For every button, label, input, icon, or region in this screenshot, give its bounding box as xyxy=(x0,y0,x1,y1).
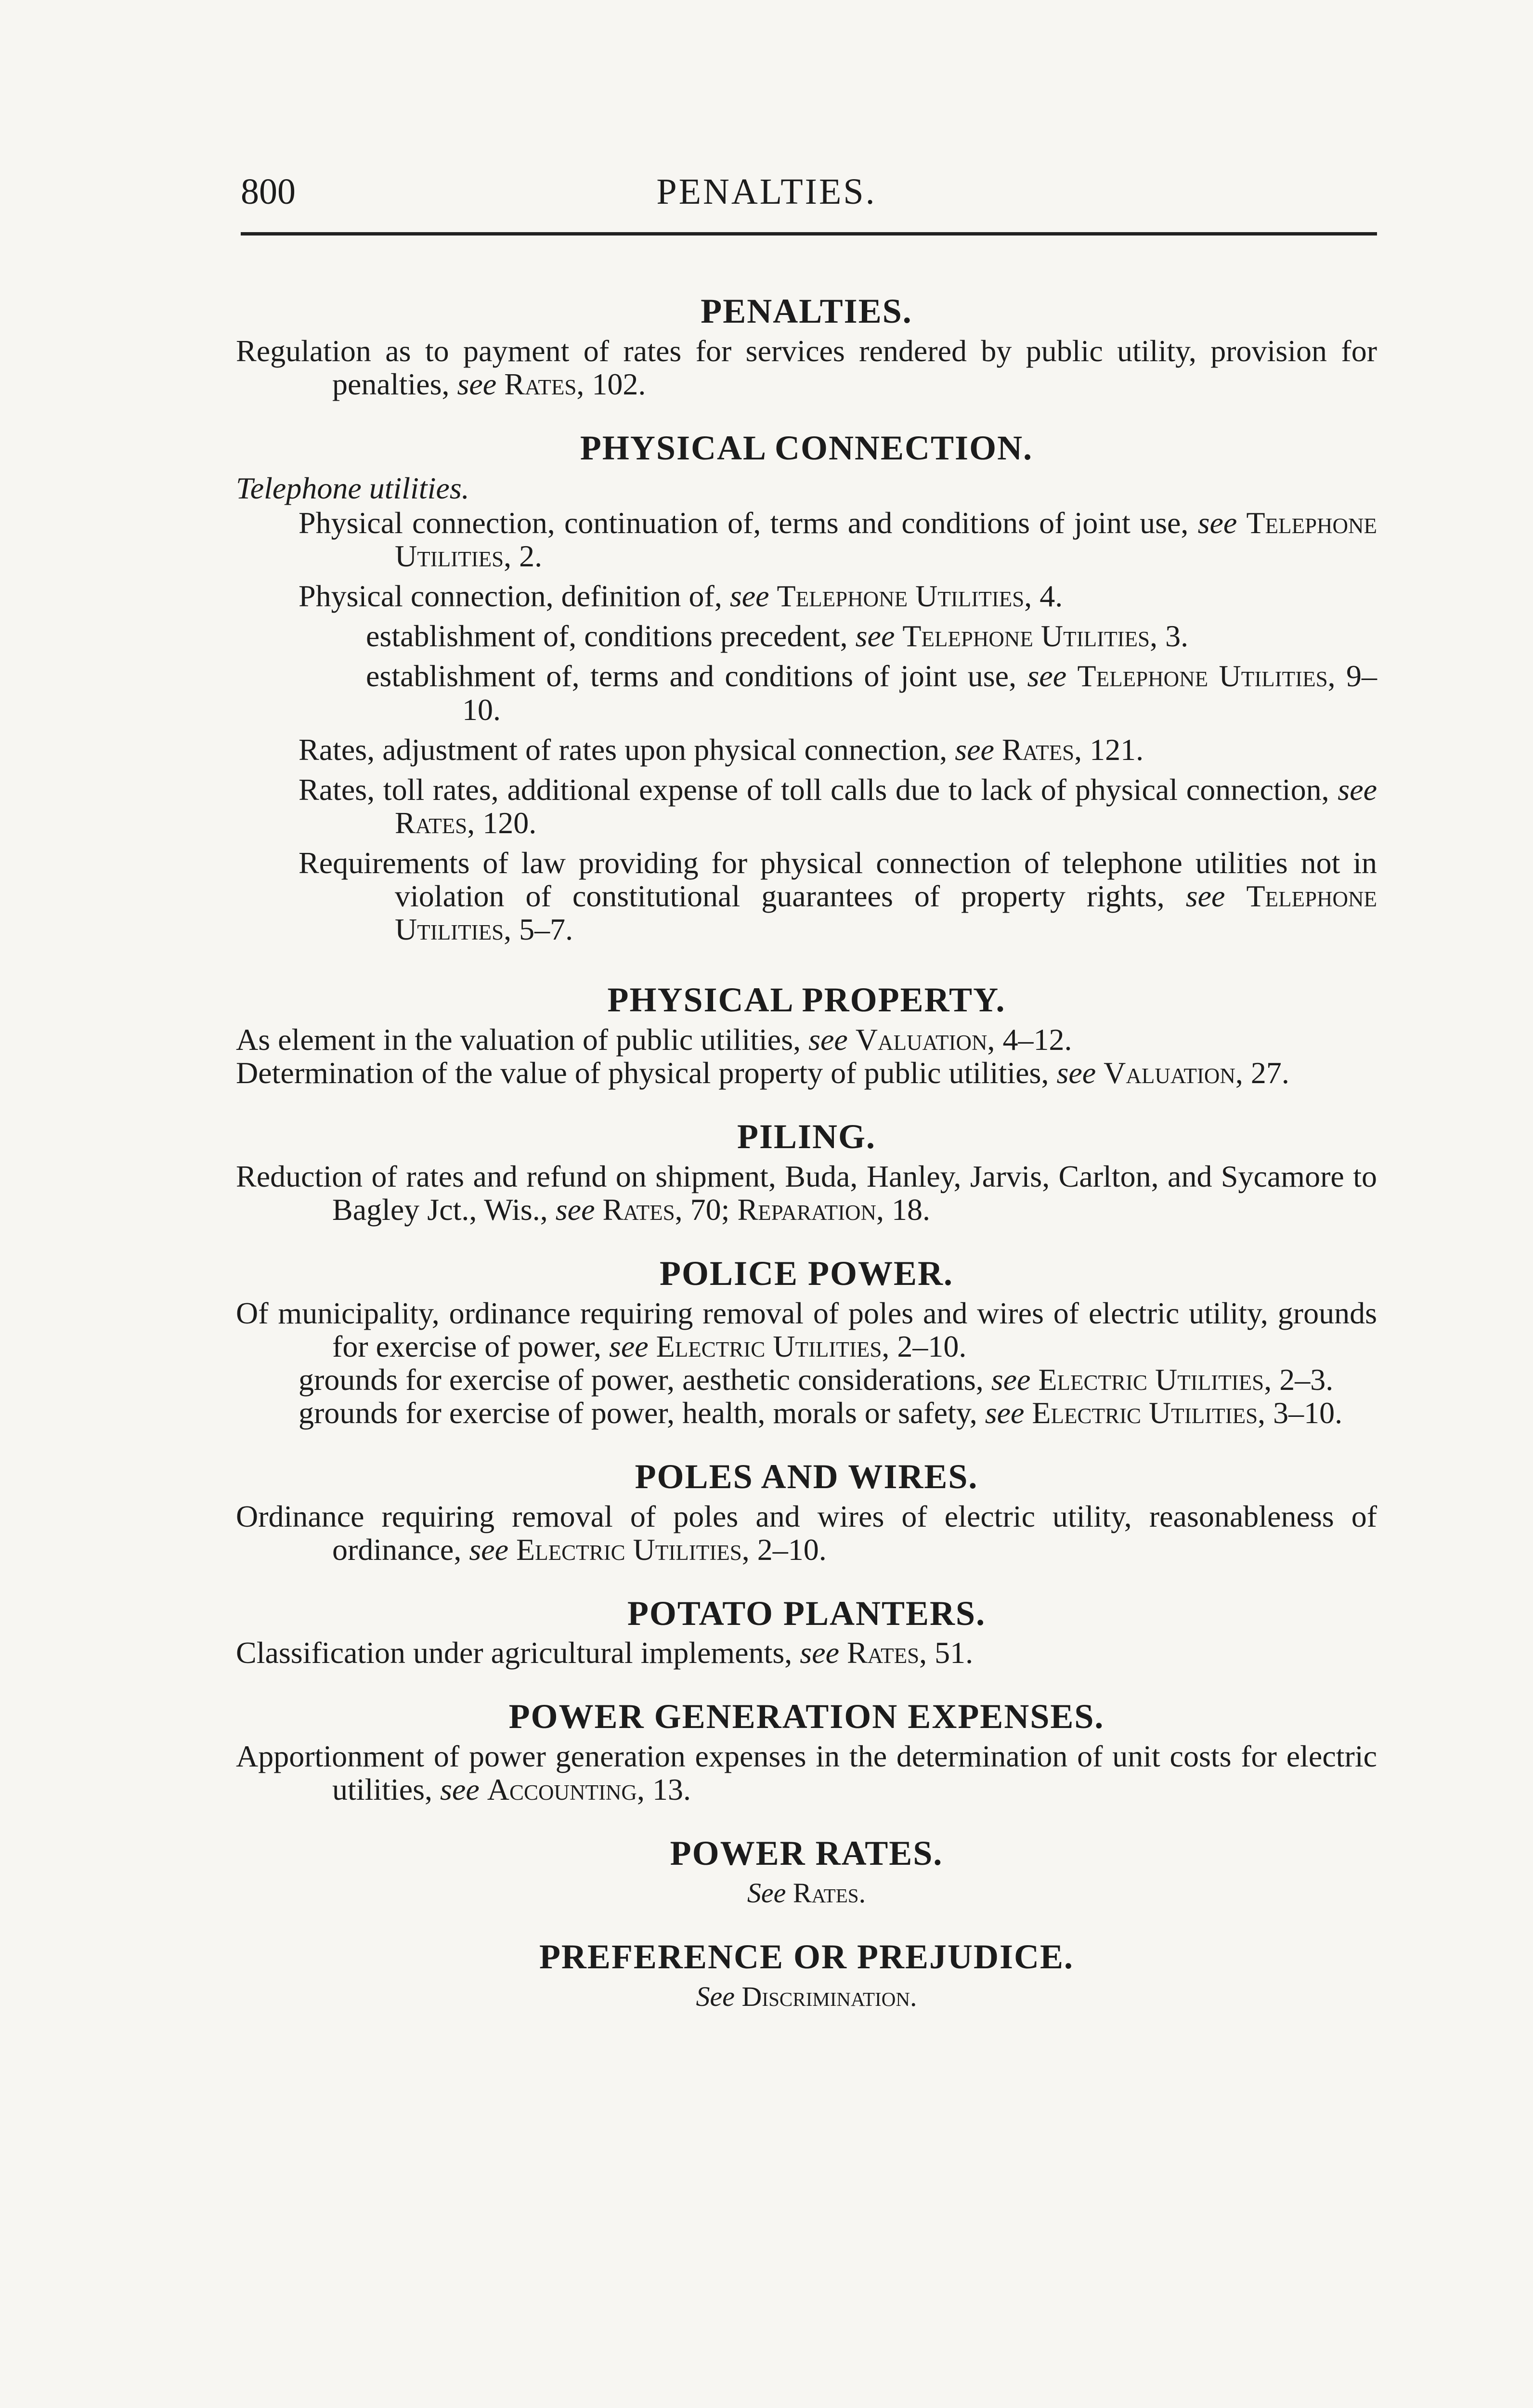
cross-reference: Telephone Utilities xyxy=(777,579,1025,614)
reference-number: , 70; xyxy=(675,1192,730,1227)
entry-text: Rates, adjustment of rates upon physical connection, xyxy=(299,732,948,767)
see-reference xyxy=(236,1876,1377,1910)
section-heading: PREFERENCE OR PREJUDICE. xyxy=(539,1937,1074,1976)
section-heading: POWER RATES. xyxy=(670,1834,943,1873)
reference-number: , 3–10. xyxy=(1258,1395,1343,1430)
entry-text: establishment of, terms and conditions of joint use, xyxy=(366,659,1017,694)
index-entry xyxy=(236,1296,1377,1363)
entry-text: Regulation as to payment of rates for services rendered by public utility, provision for penalties, xyxy=(236,333,1377,401)
index-content xyxy=(236,289,1377,2014)
see-word: see xyxy=(469,1532,509,1567)
index-entry xyxy=(236,1023,1377,1056)
cross-reference: Rates xyxy=(602,1192,675,1227)
reference-number: . xyxy=(858,1877,866,1909)
cross-reference: Electric Utilities xyxy=(516,1532,742,1567)
section-subheading: Telephone utilities. xyxy=(236,471,469,506)
entry-text: Rates, toll rates, additional expense of toll calls due to lack of physical connection, xyxy=(299,772,1329,807)
index-entry xyxy=(236,659,1377,726)
see-word: see xyxy=(955,732,994,767)
index-entry xyxy=(236,619,1377,653)
entry-text: Reduction of rates and refund on shipment, Buda, Hanley, Jarvis, Carlton, and Sycamore to Bagley Jct., Wis., xyxy=(236,1159,1377,1227)
section-heading: POLICE POWER. xyxy=(659,1254,954,1293)
see-word: see xyxy=(800,1636,839,1670)
header-rule xyxy=(241,232,1377,236)
reference-number: , 2–10. xyxy=(882,1329,967,1363)
cross-reference: Telephone Utilities xyxy=(1077,659,1328,694)
entry-text: grounds for exercise of power, aesthetic considerations, xyxy=(299,1362,984,1397)
entry-text: Classification under agricultural implements, xyxy=(236,1636,792,1670)
see-word: See xyxy=(696,1981,735,2013)
see-word: See xyxy=(747,1877,786,1909)
see-word: see xyxy=(985,1395,1025,1430)
section-heading: POWER GENERATION EXPENSES. xyxy=(508,1697,1104,1736)
page-number: 800 xyxy=(241,171,296,212)
reference-number: . xyxy=(909,1981,917,2013)
index-entry xyxy=(236,1500,1377,1566)
index-entry xyxy=(236,846,1377,946)
index-entry xyxy=(236,1396,1377,1429)
section-heading: POLES AND WIRES. xyxy=(635,1457,978,1496)
see-word: see xyxy=(440,1772,480,1807)
section-heading: PILING. xyxy=(737,1117,876,1156)
index-entry xyxy=(236,334,1377,401)
entry-text: Physical connection, definition of, xyxy=(299,579,722,614)
reference-number: , 102. xyxy=(576,366,646,401)
reference-number: , 4. xyxy=(1024,579,1063,614)
cross-reference: Electric Utilities xyxy=(1032,1395,1258,1430)
cross-reference: Electric Utilities xyxy=(1038,1362,1264,1397)
entry-text: Ordinance requiring removal of poles and wires of electric utility, reasonableness of ordinance, xyxy=(236,1499,1377,1567)
see-word: see xyxy=(1197,506,1237,540)
reference-number: , 4–12. xyxy=(987,1022,1072,1057)
entry-text: Requirements of law providing for physical connection of telephone utilities not in violation of constitutional guarantees of property rights, xyxy=(299,845,1377,914)
section-heading: PHYSICAL PROPERTY. xyxy=(607,981,1006,1020)
section-heading: PENALTIES. xyxy=(701,292,912,330)
cross-reference: Accounting xyxy=(487,1772,637,1807)
see-word: see xyxy=(555,1192,595,1227)
cross-reference: Telephone Utilities xyxy=(395,879,1377,947)
entry-text: establishment of, conditions precedent, xyxy=(366,619,848,654)
see-word: see xyxy=(1027,659,1067,694)
reference-number: , 5–7. xyxy=(504,912,573,947)
see-word: see xyxy=(1056,1056,1096,1090)
reference-number: , 9–10. xyxy=(462,659,1377,727)
reference-number: , 27. xyxy=(1235,1056,1289,1090)
see-reference xyxy=(236,1980,1377,2014)
reference-number: , 2–3. xyxy=(1264,1362,1334,1397)
see-word: see xyxy=(609,1329,649,1363)
index-entry xyxy=(236,1056,1377,1089)
running-title: PENALTIES. xyxy=(656,171,877,212)
cross-reference: Reparation xyxy=(737,1192,877,1227)
see-word: see xyxy=(855,619,895,654)
cross-reference: Valuation xyxy=(1104,1056,1235,1090)
cross-reference: Rates xyxy=(504,366,577,401)
reference-number: , 13. xyxy=(637,1772,691,1807)
cross-reference: Rates xyxy=(846,1636,920,1670)
see-word: see xyxy=(991,1362,1031,1397)
cross-reference: Telephone Utilities xyxy=(395,506,1377,574)
see-word: see xyxy=(729,579,769,614)
entry-text: Determination of the value of physical property of public utilities, xyxy=(236,1056,1049,1090)
section-heading: PHYSICAL CONNECTION. xyxy=(580,428,1033,467)
see-word: see xyxy=(1338,772,1377,807)
entry-text: As element in the valuation of public utilities, xyxy=(236,1022,801,1057)
index-entry xyxy=(236,579,1377,613)
entry-text: Of municipality, ordinance requiring removal of poles and wires of electric utility, grounds for exercise of power, xyxy=(236,1296,1377,1363)
index-entry xyxy=(236,733,1377,766)
index-entry xyxy=(236,1160,1377,1226)
index-entry xyxy=(236,773,1377,839)
entry-text: Apportionment of power generation expenses in the determination of unit costs for electric utilities, xyxy=(236,1739,1377,1807)
reference-number: , 2–10. xyxy=(741,1532,827,1567)
cross-reference: Rates xyxy=(1001,732,1075,767)
cross-reference: Electric Utilities xyxy=(656,1329,882,1363)
index-entry xyxy=(236,1740,1377,1806)
entry-text: Physical connection, continuation of, terms and conditions of joint use, xyxy=(299,506,1189,540)
entry-text: grounds for exercise of power, health, morals or safety, xyxy=(299,1395,977,1430)
section-heading: POTATO PLANTERS. xyxy=(627,1594,986,1633)
reference-number: , 120. xyxy=(467,805,537,840)
reference-number: , 121. xyxy=(1074,732,1144,767)
reference-number: , 3. xyxy=(1150,619,1189,654)
see-word: see xyxy=(1185,879,1225,914)
index-entry xyxy=(236,1363,1377,1396)
cross-reference: Discrimination xyxy=(741,1981,910,2013)
reference-number: , 2. xyxy=(504,539,543,574)
reference-number: , 18. xyxy=(876,1192,931,1227)
index-entry xyxy=(236,506,1377,573)
see-word: see xyxy=(808,1022,848,1057)
cross-reference: Telephone Utilities xyxy=(902,619,1150,654)
index-entry xyxy=(236,1636,1377,1669)
cross-reference: Valuation xyxy=(855,1022,987,1057)
see-word: see xyxy=(457,366,497,401)
cross-reference: Rates xyxy=(395,805,468,840)
cross-reference: Rates xyxy=(792,1877,859,1909)
reference-number: , 51. xyxy=(919,1636,974,1670)
